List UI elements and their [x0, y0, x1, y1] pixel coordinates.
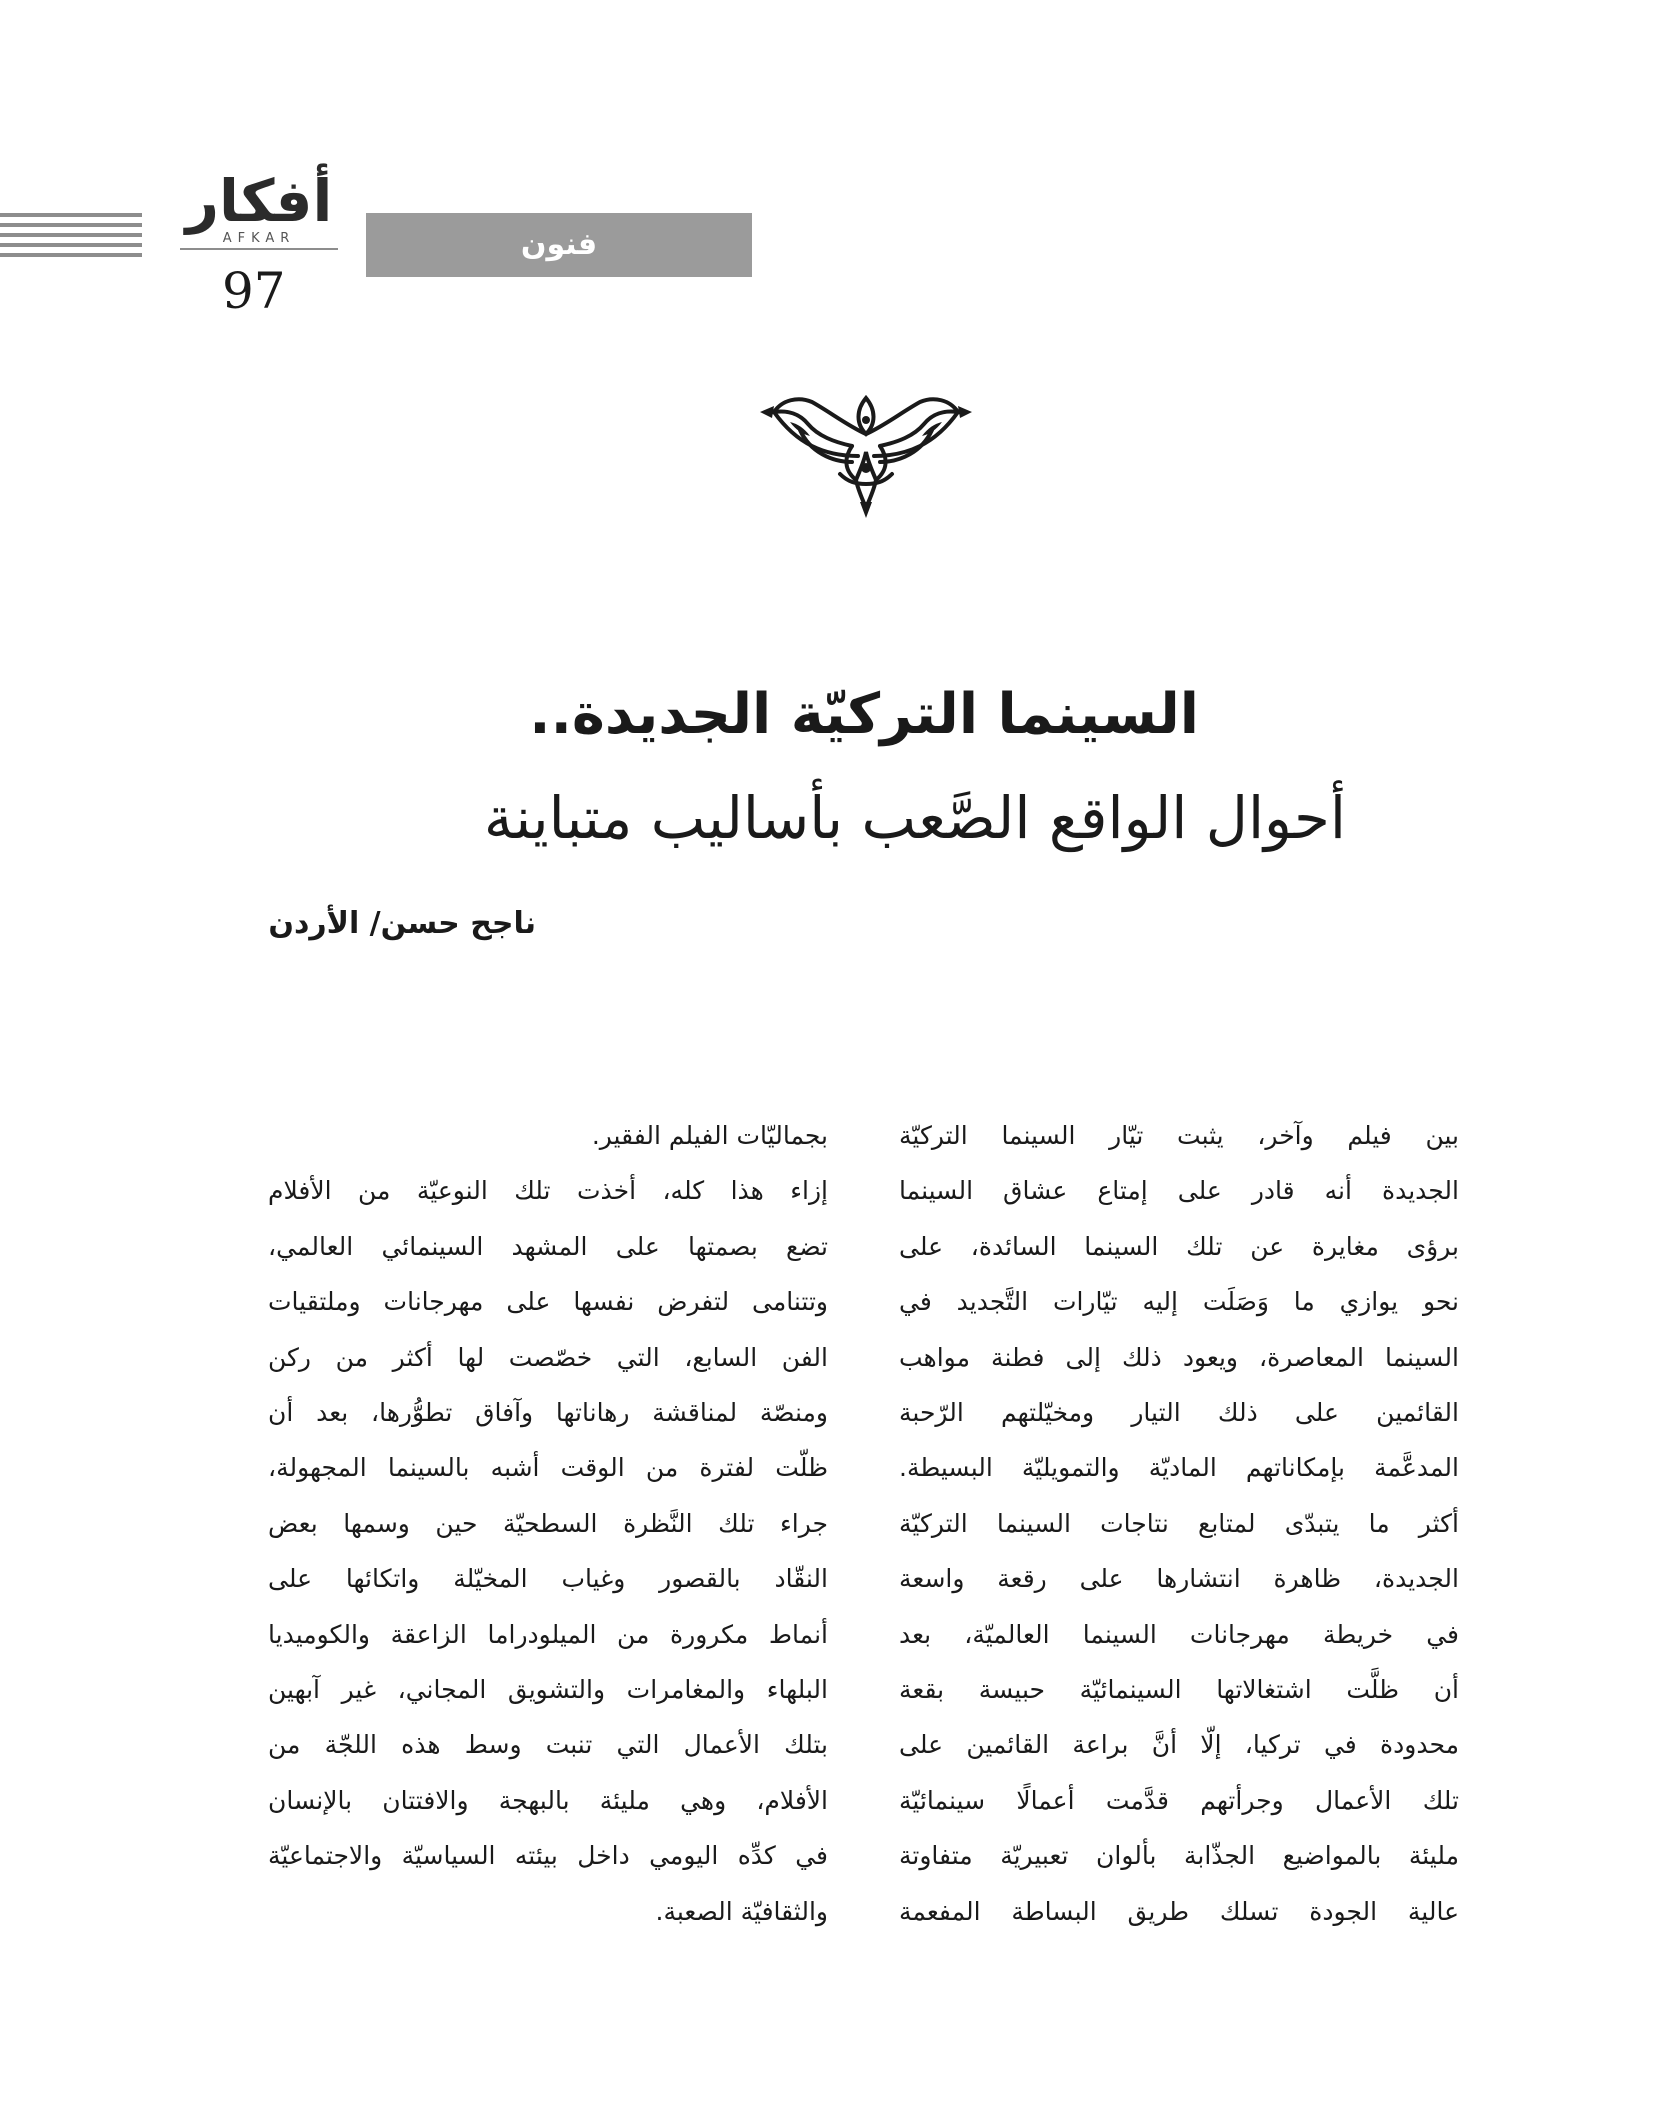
- body-column-left: [268, 1108, 828, 1939]
- magazine-logo: [180, 167, 338, 250]
- body-line: تضع بصمتها على المشهد السينمائي العالمي،: [268, 1231, 828, 1261]
- body-line: أن ظلَّت اشتغالاتها السينمائيّة حبيسة بقعة: [899, 1675, 1459, 1705]
- stripe: [0, 243, 142, 247]
- body-line: أنماط مكرورة من الميلودراما الزاعقة والكوميديا: [268, 1619, 828, 1649]
- body-line: بتلك الأعمال التي تنبت وسط هذه اللجّة من: [268, 1730, 828, 1760]
- body-line: الجديدة، ظاهرة انتشارها على رقعة واسعة: [899, 1564, 1459, 1594]
- body-line: مليئة بالمواضيع الجذّابة بألوان تعبيريّة متفاوتة: [899, 1841, 1459, 1871]
- body-line: بين فيلم وآخر، يثبت تيّار السينما التركيّة: [899, 1121, 1459, 1150]
- body-line: في كدِّه اليومي داخل بيئته السياسيّة والاجتماعيّة: [268, 1841, 828, 1871]
- arabesque-ornament-icon: [760, 390, 972, 518]
- body-line: البلهاء والمغامرات والتشويق المجاني، غير آبهين: [268, 1675, 828, 1705]
- article-subtitle: أحوال الواقع الصَّعب بأساليب متباينة: [483, 784, 1346, 852]
- body-line: وتتنامى لتفرض نفسها على مهرجانات وملتقيات: [268, 1287, 828, 1317]
- logo-latin: AFKAR: [222, 231, 296, 246]
- body-line: نحو يوازي ما وَصَلَت إليه تيّارات التَّجديد في: [899, 1287, 1459, 1317]
- stripe: [0, 233, 142, 237]
- body-line: الفن السابع، التي خصّصت لها أكثر من ركن: [268, 1342, 828, 1372]
- stripe: [0, 253, 142, 257]
- header-stripes: [0, 213, 142, 263]
- body-line: عالية الجودة تسلك طريق البساطة المفعمة: [899, 1896, 1459, 1926]
- body-line: النقّاد بالقصور وغياب المخيّلة واتكائها على: [268, 1564, 828, 1594]
- page-number: 97: [222, 262, 286, 320]
- logo-rule: [180, 248, 338, 250]
- logo-arabic: أفكار: [185, 167, 333, 235]
- body-line: أكثر ما يتبدّى لمتابع نتاجات السينما التركيّة: [899, 1508, 1459, 1538]
- body-line: الجديدة أنه قادر على إمتاع عشاق السينما: [899, 1176, 1459, 1206]
- body-line: الأفلام، وهي مليئة بالبهجة والافتتان بالإنسان: [268, 1785, 828, 1815]
- body-line: والثقافيّة الصعبة.: [655, 1896, 828, 1926]
- body-line: ومنصّة لمناقشة رهاناتها وآفاق تطوُّرها، بعد أن: [268, 1398, 828, 1428]
- body-line: إزاء هذا كله، أخذت تلك النوعيّة من الأفلام: [268, 1176, 828, 1206]
- body-line: ظلّت لفترة من الوقت أشبه بالسينما المجهولة،: [268, 1453, 828, 1483]
- body-line: القائمين على ذلك التيار ومخيّلتهم الرّحبة: [899, 1398, 1459, 1428]
- body-line: السينما المعاصرة، ويعود ذلك إلى فطنة مواهب: [899, 1342, 1459, 1372]
- body-line: برؤى مغايرة عن تلك السينما السائدة، على: [899, 1231, 1459, 1261]
- body-line: جراء تلك النَّظرة السطحيّة حين وسمها بعض: [268, 1508, 828, 1538]
- body-column-right: [899, 1108, 1459, 1939]
- author-byline: ناجح حسن/ الأردن: [268, 906, 536, 941]
- section-tab: فنون: [366, 213, 752, 277]
- stripe: [0, 223, 142, 227]
- body-line: محدودة في تركيا، إلّا أنَّ براعة القائمين على: [899, 1730, 1459, 1760]
- body-line: المدعَّمة بإمكاناتهم الماديّة والتمويليّة البسيطة.: [899, 1453, 1459, 1483]
- article-title: السينما التركيّة الجديدة..: [529, 682, 1199, 747]
- stripe: [0, 213, 142, 217]
- body-line: تلك الأعمال وجرأتهم قدَّمت أعمالًا سينمائيّة: [899, 1785, 1459, 1815]
- body-line: في خريطة مهرجانات السينما العالميّة، بعد: [899, 1619, 1459, 1649]
- body-line: بجماليّات الفيلم الفقير.: [591, 1121, 828, 1150]
